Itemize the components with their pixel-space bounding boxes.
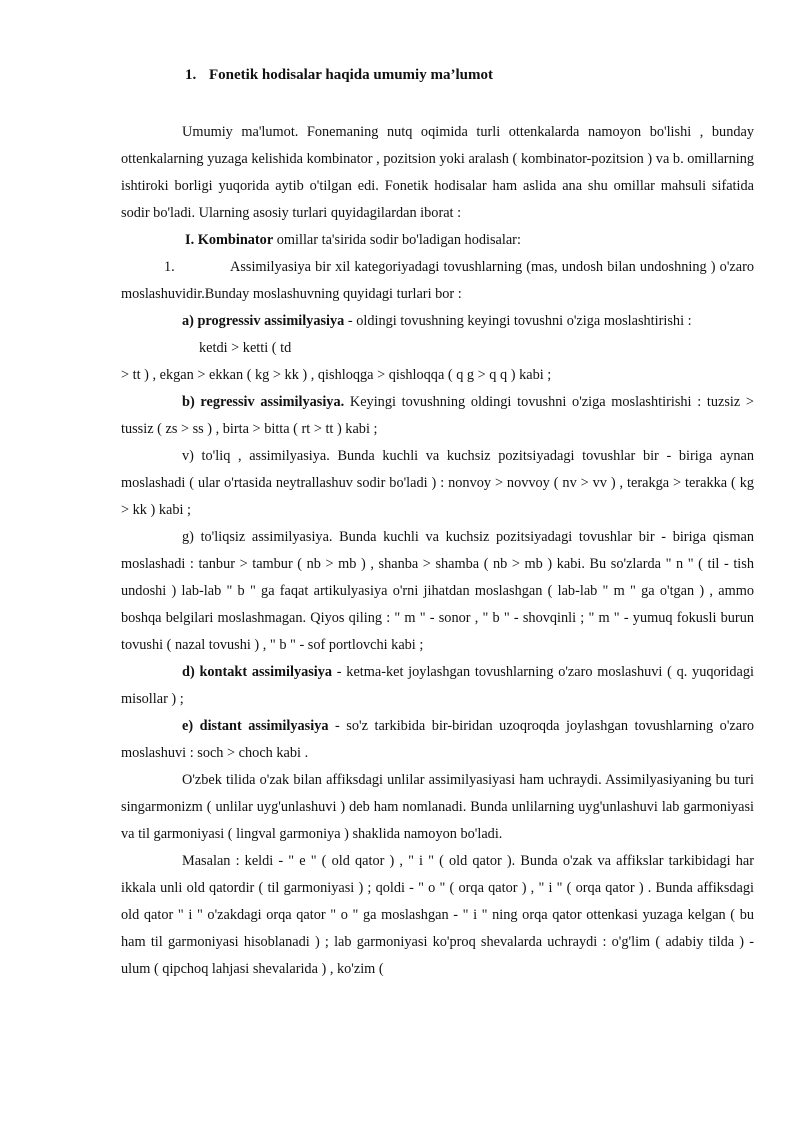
heading-number: 1. (185, 67, 197, 83)
paragraph-a-line2: ketdi > ketti ( td (199, 340, 292, 356)
paragraph-a-line3: > tt ) , ekgan > ekkan ( kg > kk ) , qishloqga > qishloqqa ( q g > q q ) kabi ; (121, 367, 552, 383)
e-label: e) distant assimilyasiya (182, 718, 329, 734)
paragraph-masalan: Masalan : keldi - " e " ( old qator ) , " i " ( old qator ). Bunda o'zak va affikslar tarkibidagi har ikkala unli old qatordir ( til garmoniyasi ) ; qoldi - " o " ( orqa qator ) , " i " ( orqa qator ) . Bunda affiksdagi old qator " i " o'zakdagi orqa qator " o " ga moslashgan - " i " ning orqa qator ottenkasi yuzaga kelgan ( bu ham til garmoniyasi hisoblanadi ) ; lab garmoniyasi ko'proq shevalarda uchraydi : o'g'lim ( adabiy tilda ) - ulum ( qipchoq lahjasi shevalarida ) , ko'zim ( (121, 853, 754, 977)
paragraph-d (121, 659, 754, 713)
e-text: - so'z tarkibida bir-biridan uzoqroqda joylashgan tovushlarning o'zaro moslashuvi : soch > choch kabi . (121, 718, 754, 761)
section-heading (185, 67, 493, 84)
paragraph-e (121, 713, 754, 767)
b-text: Keyingi tovushning oldingi tovushni o'ziga moslashtirishi : tuzsiz > tussiz ( zs > ss ) , birta > bitta ( rt > tt ) kabi ; (121, 394, 754, 437)
section-1-text: omillar ta'sirida sodir bo'ladigan hodisalar: (273, 232, 521, 248)
paragraph-a (121, 308, 754, 335)
paragraph-section-1 (121, 227, 754, 254)
d-text: - ketma-ket joylashgan tovushlarning o'zaro moslashuvi ( q. yuqoridagi misollar ) ; (121, 664, 754, 707)
d-label: d) kontakt assimilyasiya (182, 664, 333, 680)
heading-text: Fonetik hodisalar haqida umumiy ma’lumot (209, 67, 493, 83)
section-1-label: I. Kombinator (185, 232, 274, 248)
paragraph-intro: Umumiy ma'lumot. Fonemaning nutq oqimida turli ottenkalarda namoyon bo'lishi , bunday ottenkalarning yuzaga kelishida kombinator , pozitsion yoki aralash ( kombinator-pozitsion ) va b. omillarning ishtiroki borligi yuqorida aytib o'tilgan edi. Fonetik hodisalar ham aslida ana shu omillar mahsuli sifatida sodir bo'ladi. Ularning asosiy turlari quyidagilardan iborat : (121, 124, 754, 221)
paragraph-g: g) to'liqsiz assimilyasiya. Bunda kuchli va kuchsiz pozitsiyadagi tovushlar bir - biriga qisman moslashadi : tanbur > tambur ( nb > mb ) , shanba > shamba ( nb > mb ) kabi. Bu so'zlarda " n " ( til - tish undoshi ) lab-lab " b " ga faqat artikulyasiya o'rni jihatdan moslashgan ( lab-lab " m " ga o'tgan ) , ammo boshqa belgilari moslashmagan. Qiyos qiling : " m " - sonor , " b " - shovqinli ; " m " - yumuq fokusli burun tovushi ( nazal tovushi ) , " b " - sof portlovchi kabi ; (121, 529, 754, 653)
a-label: a) progressiv assimilyasiya (182, 313, 345, 329)
item-1-text: Assimilyasiya bir xil kategoriyadagi tovushlarning (mas, undosh bilan undoshning ) o'zaro moslashuvidir.Bunday moslashuvning quyidagi turlari bor : (121, 259, 754, 302)
document-body (121, 119, 754, 983)
a-text: - oldingi tovushning keyingi tovushni o'ziga moslashtirishi : (344, 313, 692, 329)
item-1-number: 1. (164, 259, 175, 275)
paragraph-item-1 (121, 254, 754, 308)
paragraph-v: v) to'liq , assimilyasiya. Bunda kuchli va kuchsiz pozitsiyadagi tovushlar bir - biriga aynan moslashadi ( ular o'rtasida neytrallashuv sodir bo'ladi ) : nonvoy > novvoy ( nv > vv ) , terakga > terakka ( kg > kk ) kabi ; (121, 448, 754, 518)
paragraph-uzbek: O'zbek tilida o'zak bilan affiksdagi unlilar assimilyasiyasi ham uchraydi. Assimilyasiyaning bu turi singarmonizm ( unlilar uyg'unlashuvi ) deb ham nomlanadi. Bunda unlilarning uyg'unlashuvi lab garmoniyasi va til garmoniyasi ( lingval garmoniya ) shaklida namoyon bo'ladi. (121, 772, 754, 842)
b-label: b) regressiv assimilyasiya. (182, 394, 345, 410)
paragraph-b (121, 389, 754, 443)
